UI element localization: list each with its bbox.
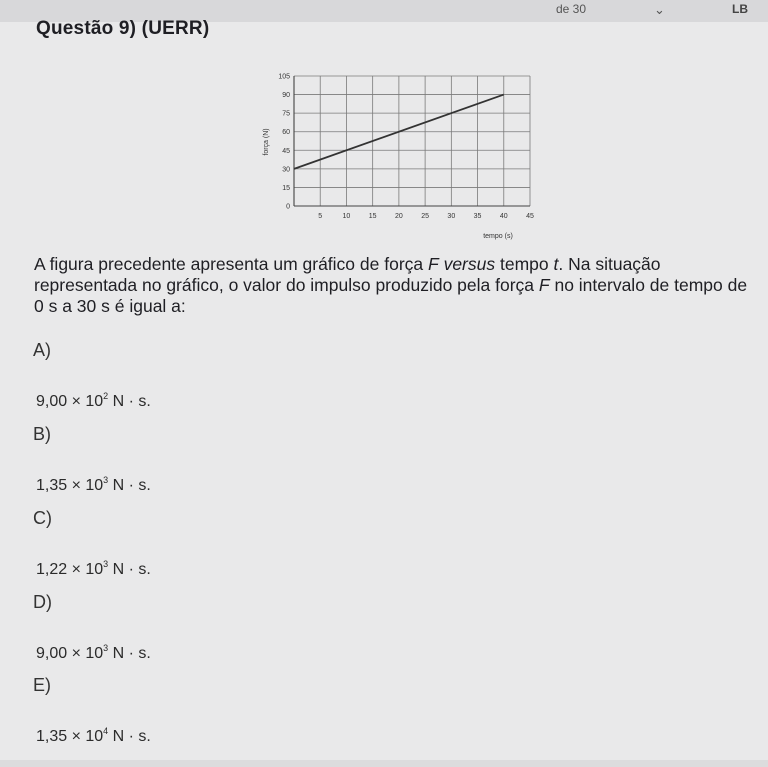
logo-fragment: LB <box>732 2 748 16</box>
x-tick-label: 10 <box>342 213 351 220</box>
y-tick-label: 0 <box>286 203 290 211</box>
y-tick-label: 90 <box>282 92 290 100</box>
chart-grid <box>294 76 530 206</box>
y-axis-label: força (N) <box>263 128 270 156</box>
option-value[interactable]: $1,35 \times 10^4$ N · s. <box>36 726 151 745</box>
y-tick-labels <box>278 74 290 211</box>
option-label[interactable]: D) <box>33 592 52 612</box>
x-tick-label: 20 <box>394 213 403 220</box>
option-value[interactable]: $9,00 \times 10^2$ N · s. <box>36 391 151 410</box>
question-statement: A figura precedente apresenta um gráfico de força F versus tempo t. Na situação representada no gráfico, o valor do impulso produzido pela força F no intervalo de tempo de 0 s a 30 s é igual a: <box>34 254 748 316</box>
chevron-icon[interactable]: ⌄ <box>654 2 665 17</box>
y-tick-label: 15 <box>282 184 290 192</box>
x-tick-labels <box>318 213 534 220</box>
y-tick-label: 105 <box>278 73 290 81</box>
y-tick-label: 45 <box>282 147 290 155</box>
question-title: Questão 9) (UERR) <box>36 18 210 39</box>
x-tick-label: 5 <box>318 213 323 220</box>
x-tick-label: 25 <box>421 213 430 220</box>
x-tick-label: 30 <box>447 213 456 220</box>
option-value[interactable]: $9,00 \times 10^3$ N · s. <box>36 643 151 662</box>
y-tick-label: 60 <box>282 129 290 137</box>
option-label[interactable]: B) <box>33 424 51 444</box>
option-value[interactable]: $1,35 \times 10^3$ N · s. <box>36 475 151 494</box>
x-axis-label: tempo (s) <box>483 233 513 240</box>
x-tick-label: 35 <box>473 213 482 220</box>
x-tick-label: 40 <box>499 213 508 220</box>
option-label[interactable]: E) <box>33 675 51 695</box>
option-label[interactable]: A) <box>33 340 51 360</box>
x-tick-label: 15 <box>368 213 377 220</box>
x-tick-label: 45 <box>526 213 534 220</box>
chart-axes <box>294 76 530 206</box>
option-label[interactable]: C) <box>33 508 52 528</box>
y-tick-label: 30 <box>282 166 290 174</box>
page-counter-fragment: de 30 <box>556 2 587 16</box>
y-tick-label: 75 <box>282 110 290 118</box>
option-value[interactable]: $1,22 \times 10^3$ N · s. <box>36 559 151 578</box>
force-time-chart <box>258 66 540 242</box>
bottom-divider <box>0 760 768 767</box>
